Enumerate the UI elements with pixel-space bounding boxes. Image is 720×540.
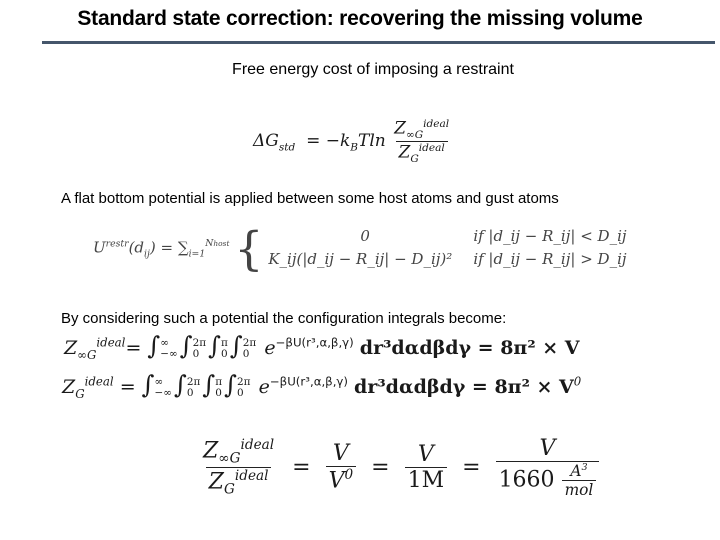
slide-title: Standard state correction: recovering the missing volume (77, 7, 643, 30)
equation-volume-ratio: $\frac{Z_{\infty G}^{ideal}}{Z_G^{ideal}}$ = $\frac{V}{V^0}$ = $\frac{V}{1M}$ = V 1660 $\frac{A^3}{\text{mol}}$ (200, 436, 599, 499)
equation-z-g-ideal: $Z_G^{ideal}$ = ∫ ∞ −∞ ∫ 2π 0 ∫ π 0 ∫ 2π 0 $e^{-\beta U(r^3,\alpha,\beta,\gamma)}$ $dr^3d\alpha d\beta d\gamma = 8\pi^2 \times V^0$ (62, 370, 582, 401)
title-divider (42, 41, 715, 44)
subtitle: Free energy cost of imposing a restraint (232, 61, 514, 78)
equation-flat-bottom-potential: $U^{restr}(d_{ij}) = \sum_{i=1}^{Nhost}$ { 0 if |d_ij − R_ij| < D_ij K_ij(|d_ij − R_ij| − D_ij)² if |d_ij − R_ij| > D_ij (93, 221, 627, 276)
equation-delta-g-std: $\Delta G_{std} = -k_BTln$ $\frac{Z_{\infty G}^{ideal}}{Z_G^{ideal}}$ (253, 118, 450, 166)
text-flat-bottom: A flat bottom potential is applied between some host atoms and gust atoms (61, 190, 559, 207)
text-configuration-integrals: By considering such a potential the configuration integrals become: (61, 310, 507, 327)
equation-z-inf-g-ideal: $Z_{\infty G}^{ideal}=$ ∫ ∞ −∞ ∫ 2π 0 ∫ π 0 ∫ 2π 0 $e^{-\beta U(r^3,\alpha,\beta,\gamma)}$ dr³dαdβdγ = 8π² × V (64, 331, 580, 362)
